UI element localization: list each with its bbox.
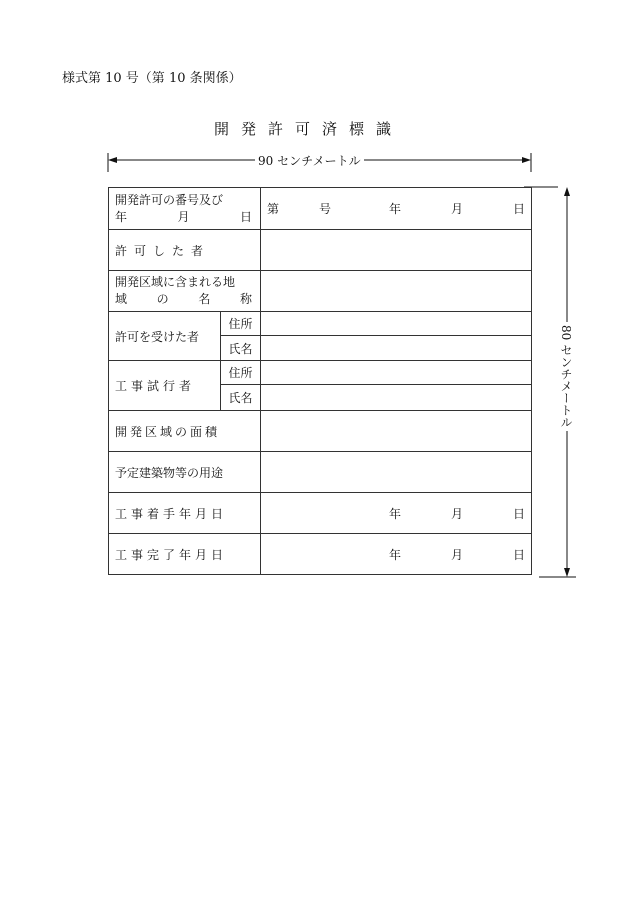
contractor-address-value (261, 361, 532, 385)
end-date-value: 年 月 日 (261, 534, 532, 575)
building-use-label: 予定建築物等の用途 (109, 452, 261, 493)
table-row (109, 411, 532, 452)
contractor-name-label: 氏名 (221, 385, 261, 411)
contractor-label: 工事試行者 (109, 361, 221, 411)
page-title: 開発許可済標識 (214, 120, 404, 138)
table-row (109, 493, 532, 534)
table-row (109, 452, 532, 493)
building-use-value (261, 452, 532, 493)
area-size-label: 開発区域の面積 (109, 411, 261, 452)
area-size-value (261, 411, 532, 452)
table-row (109, 271, 532, 312)
start-date-value: 年 月 日 (261, 493, 532, 534)
width-dimension-label: 90 センチメートル (255, 152, 364, 169)
table-row (109, 361, 532, 385)
permittee-label: 許可を受けた者 (109, 312, 221, 361)
permitter-label: 許可した者 (109, 230, 261, 271)
permit-number-label: 開発許可の番号及び 年 月 日 (109, 188, 261, 230)
permittee-name-label: 氏名 (221, 336, 261, 361)
table-row (109, 188, 532, 230)
start-date-label: 工事着手年月日 (109, 493, 261, 534)
table-row (109, 534, 532, 575)
sign-table (108, 187, 532, 575)
permittee-name-value (261, 336, 532, 361)
end-date-label: 工事完了年月日 (109, 534, 261, 575)
permit-number-value: 第 号 年 月 日 (261, 188, 532, 230)
permittee-address-label: 住所 (221, 312, 261, 336)
table-row (109, 230, 532, 271)
area-name-label: 開発区域に含まれる地 域 の 名 称 (109, 271, 261, 312)
height-dimension-label: 80 センチメートル (558, 322, 575, 431)
area-name-value (261, 271, 532, 312)
permitter-value (261, 230, 532, 271)
form-number: 様式第 10 号（第 10 条関係） (62, 71, 242, 86)
permittee-address-value (261, 312, 532, 336)
table-row (109, 312, 532, 336)
contractor-name-value (261, 385, 532, 411)
contractor-address-label: 住所 (221, 361, 261, 385)
